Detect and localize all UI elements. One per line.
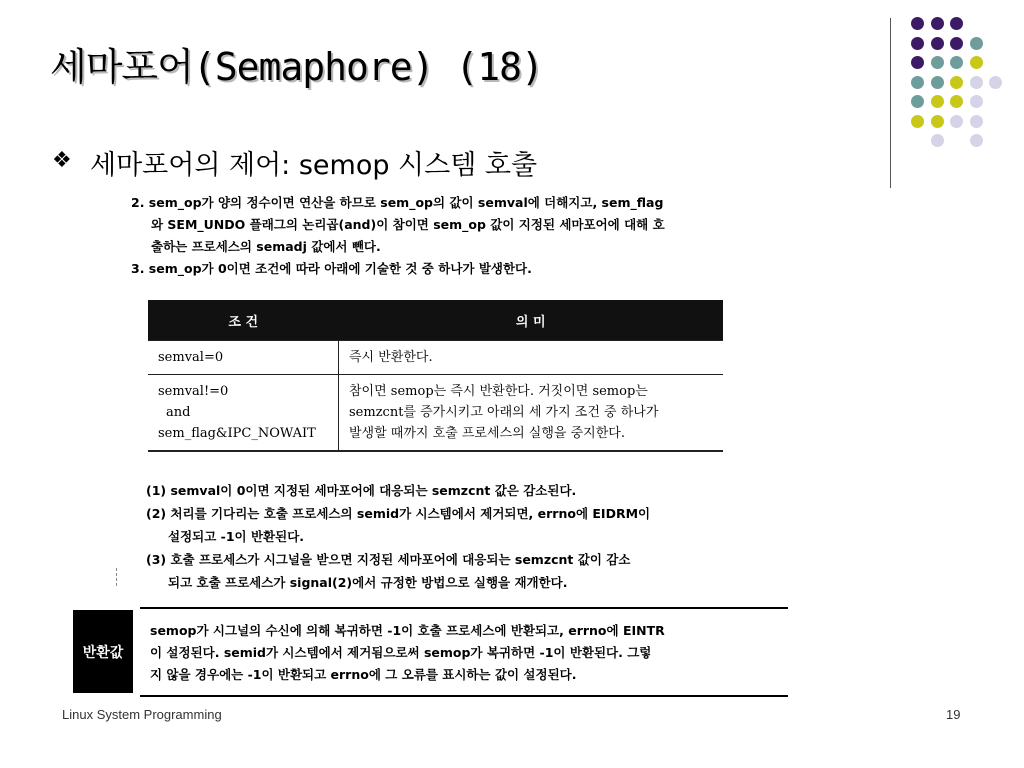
decorative-dot [911, 37, 924, 50]
decorative-dot [931, 37, 944, 50]
condition-line: and [166, 405, 191, 420]
table-header-meaning: 의 미 [339, 300, 724, 341]
decorative-dot [911, 95, 924, 108]
slide-subtitle: 세마포어의 제어: semop 시스템 호출 [90, 150, 538, 181]
decorative-dot [950, 115, 963, 128]
decorative-dot [950, 76, 963, 89]
decorative-divider [890, 18, 891, 188]
paragraph-2-line-3: 출하는 프로세스의 semadj 값에서 뺀다. [151, 239, 381, 254]
return-line-3: 지 않을 경우에는 -1이 반환되고 errno에 그 오류를 표시하는 값이 설정된다. [150, 667, 577, 682]
table-cell-meaning: 즉시 반환한다. [339, 341, 724, 375]
table-cell-meaning [339, 375, 724, 452]
decorative-dot [931, 115, 944, 128]
decorative-dot [931, 76, 944, 89]
meaning-line: 발생할 때까지 호출 프로세스의 실행을 중지한다. [349, 426, 625, 441]
decorative-dot [970, 37, 983, 50]
condition-table [148, 300, 723, 452]
return-value-label: 반환값 [73, 610, 133, 693]
return-line-1: semop가 시그널의 수신에 의해 복귀하면 -1이 호출 프로세스에 반환되고, errno에 EINTR [150, 623, 665, 638]
condition-line: sem_flag&IPC_NOWAIT [158, 426, 316, 441]
table-row [148, 341, 723, 375]
table-row [148, 375, 723, 452]
decorative-dot [931, 95, 944, 108]
decorative-dot [970, 76, 983, 89]
table-header-condition: 조 건 [148, 300, 339, 341]
table-cell-condition: semval=0 [148, 341, 339, 375]
decorative-dot [931, 17, 944, 30]
condition-line: semval!=0 [158, 384, 229, 399]
four-diamond-bullet-icon: ❖ [52, 148, 72, 173]
decorative-dot [989, 76, 1002, 89]
decorative-dot [950, 56, 963, 69]
decorative-dot [950, 37, 963, 50]
paragraph-2-line-2: 와 SEM_UNDO 플래그의 논리곱(and)이 참이면 sem_op 값이 지정된 세마포어에 대해 호 [151, 217, 665, 232]
condition-1: (1) semval이 0이면 지정된 세마포어에 대응되는 semzcnt 값은 감소된다. [146, 483, 577, 498]
meaning-line: semzcnt를 증가시키고 아래의 세 가지 조건 중 하나가 [349, 405, 659, 420]
decorative-dot [911, 17, 924, 30]
decorative-dot [950, 17, 963, 30]
decorative-dot [970, 95, 983, 108]
condition-2-line-1: (2) 처리를 기다리는 호출 프로세스의 semid가 시스템에서 제거되면, errno에 EIDRM이 [146, 506, 651, 521]
page-number: 19 [946, 707, 961, 722]
paragraph-3-line-1: 3. sem_op가 0이면 조건에 따라 아래에 기술한 것 중 하나가 발생한다. [131, 261, 532, 276]
footer-course-name: Linux System Programming [62, 707, 222, 722]
paragraph-2-line-1: 2. sem_op가 양의 정수이면 연산을 하므로 sem_op의 값이 semval에 더해지고, sem_flag [131, 195, 664, 210]
slide-title: 세마포어(Semaphore) (18) [50, 45, 543, 89]
condition-3-line-2: 되고 호출 프로세스가 signal(2)에서 규정한 방법으로 실행을 재개한다. [168, 575, 568, 590]
meaning-line: 참이면 semop는 즉시 반환한다. 거짓이면 semop는 [349, 384, 648, 399]
condition-2-line-2: 설정되고 -1이 반환된다. [168, 529, 305, 544]
scan-artifact-mark [116, 568, 118, 586]
return-line-2: 이 설정된다. semid가 시스템에서 제거됨으로써 semop가 복귀하면 -1이 반환된다. 그렇 [150, 645, 652, 660]
decorative-dot [970, 56, 983, 69]
decorative-dot [911, 76, 924, 89]
decorative-dot [911, 115, 924, 128]
decorative-dot [911, 56, 924, 69]
condition-3-line-1: (3) 호출 프로세스가 시그널을 받으면 지정된 세마포어에 대응되는 semzcnt 값이 감소 [146, 552, 631, 567]
decorative-dot [950, 95, 963, 108]
decorative-dot [970, 115, 983, 128]
decorative-dot [931, 56, 944, 69]
table-cell-condition [148, 375, 339, 452]
decorative-dot [931, 134, 944, 147]
decorative-dot [970, 134, 983, 147]
